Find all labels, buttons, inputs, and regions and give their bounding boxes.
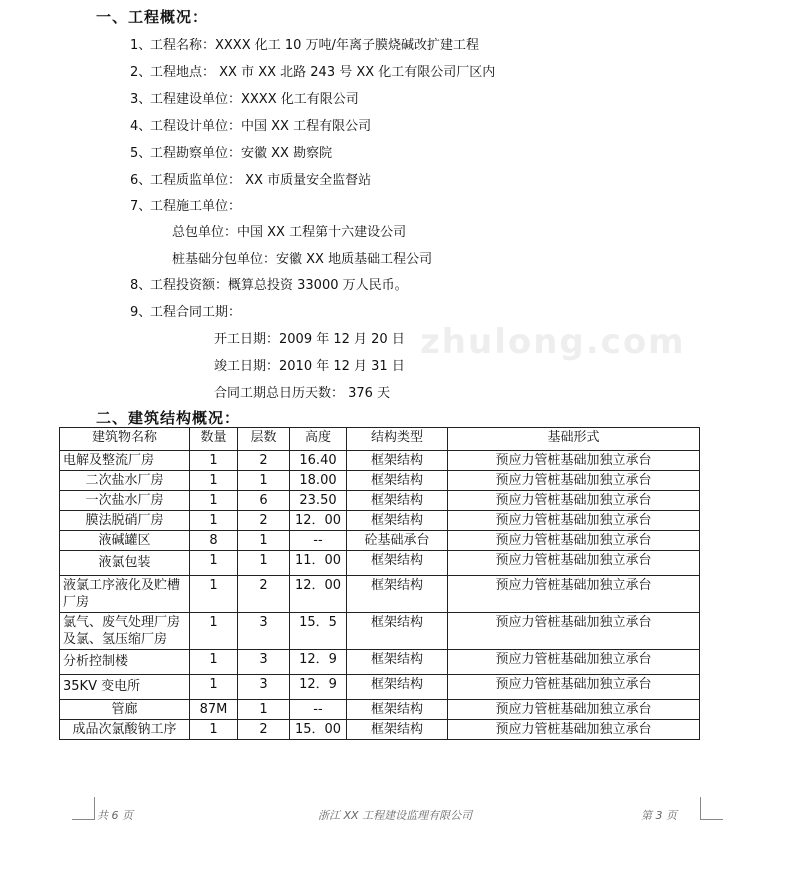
cell-height: 12．9 [290,675,347,700]
item-number: 4、 [130,119,152,134]
cell-height: 12．00 [290,576,347,613]
cell-floors: 1 [238,551,290,576]
cell-name: 管廊 [60,700,190,720]
page-corner-mark-right [700,797,723,820]
item-number: 7、 [130,199,152,214]
cell-height: -- [290,531,347,551]
item-5 [130,142,332,161]
cell-qty: 1 [190,613,238,650]
cell-height: -- [290,700,347,720]
cell-height: 11．00 [290,551,347,576]
cell-foundation: 预应力管桩基础加独立承台 [448,650,700,675]
item-2 [130,61,495,80]
cell-structure: 框架结构 [347,700,448,720]
cell-foundation: 预应力管桩基础加独立承台 [448,531,700,551]
item-number: 9、 [130,305,152,320]
cell-qty: 1 [190,720,238,740]
item-text: 工程勘察单位：安徽 XX 勘察院 [150,146,333,161]
cell-qty: 1 [190,576,238,613]
col-header-foundation: 基础形式 [448,428,700,451]
cell-structure: 框架结构 [347,576,448,613]
contractor-sub: 桩基础分包单位：安徽 XX 地质基础工程公司 [172,252,433,267]
item-number: 5、 [130,146,152,161]
cell-name: 成品次氯酸钠工序 [60,720,190,740]
cell-floors: 3 [238,675,290,700]
footer-page-number: 第 3 页 [641,809,677,822]
watermark: zhulong.com [420,322,686,362]
cell-foundation: 预应力管桩基础加独立承台 [448,511,700,531]
cell-name: 35KV 变电所 [60,675,190,700]
cell-height: 15．5 [290,613,347,650]
table-row [60,720,700,740]
cell-floors: 2 [238,576,290,613]
item-text: 工程施工单位： [150,199,242,214]
cell-foundation: 预应力管桩基础加独立承台 [448,720,700,740]
cell-height: 15．00 [290,720,347,740]
cell-name: 液氯包装 [60,551,190,576]
item-1 [130,34,479,53]
cell-name: 电解及整流厂房 [60,451,190,471]
end-date: 竣工日期：2010 年 12 月 31 日 [214,359,405,374]
cell-floors: 2 [238,451,290,471]
item-text: 工程建设单位：XXXX 化工有限公司 [150,92,359,107]
item-text: 工程投资额：概算总投资 33000 万人民币。 [150,278,408,293]
cell-floors: 2 [238,720,290,740]
building-table [59,427,700,740]
cell-structure: 框架结构 [347,650,448,675]
cell-height: 12．9 [290,650,347,675]
col-header-qty: 数量 [190,428,238,451]
table-row [60,551,700,576]
cell-qty: 1 [190,491,238,511]
cell-qty: 1 [190,675,238,700]
col-header-floors: 层数 [238,428,290,451]
table-row [60,675,700,700]
cell-height: 12．00 [290,511,347,531]
cell-height: 18.00 [290,471,347,491]
item-text: 工程质监单位： XX 市质量安全监督站 [150,173,372,188]
item-number: 2、 [130,65,152,80]
cell-foundation: 预应力管桩基础加独立承台 [448,471,700,491]
start-date: 开工日期：2009 年 12 月 20 日 [214,332,405,347]
table-row [60,511,700,531]
item-number: 3、 [130,92,152,107]
cell-qty: 1 [190,650,238,675]
cell-height: 16.40 [290,451,347,471]
cell-foundation: 预应力管桩基础加独立承台 [448,451,700,471]
item-9 [130,301,241,320]
cell-structure: 框架结构 [347,551,448,576]
item-number: 8、 [130,278,152,293]
table-row [60,613,700,650]
footer-company: 浙江 XX 工程建设监理有限公司 [318,809,473,822]
cell-qty: 87M [190,700,238,720]
cell-foundation: 预应力管桩基础加独立承台 [448,613,700,650]
cell-floors: 6 [238,491,290,511]
total-days: 合同工期总日历天数： 376 天 [214,386,391,401]
col-header-structure: 结构类型 [347,428,448,451]
table-row [60,531,700,551]
cell-name: 氯气、废气处理厂房及氯、氢压缩厂房 [60,613,190,650]
cell-floors: 3 [238,613,290,650]
table-row [60,700,700,720]
cell-qty: 1 [190,551,238,576]
table-row [60,491,700,511]
table-row [60,576,700,613]
cell-floors: 1 [238,471,290,491]
col-header-height: 高度 [290,428,347,451]
table-row [60,650,700,675]
cell-name: 分析控制楼 [60,650,190,675]
item-number: 6、 [130,173,152,188]
cell-structure: 框架结构 [347,451,448,471]
item-3 [130,88,359,107]
cell-foundation: 预应力管桩基础加独立承台 [448,700,700,720]
cell-structure: 框架结构 [347,720,448,740]
cell-name: 一次盐水厂房 [60,491,190,511]
cell-foundation: 预应力管桩基础加独立承台 [448,551,700,576]
cell-floors: 2 [238,511,290,531]
cell-structure: 框架结构 [347,675,448,700]
page-corner-mark-left [72,797,95,820]
cell-name: 二次盐水厂房 [60,471,190,491]
table-header-row [60,428,700,451]
cell-foundation: 预应力管桩基础加独立承台 [448,491,700,511]
cell-structure: 框架结构 [347,471,448,491]
cell-name: 液碱罐区 [60,531,190,551]
cell-name: 膜法脱硝厂房 [60,511,190,531]
section2-title: 二、建筑结构概况： [96,409,241,427]
item-text: 工程设计单位：中国 XX 工程有限公司 [150,119,372,134]
cell-foundation: 预应力管桩基础加独立承台 [448,576,700,613]
cell-structure: 框架结构 [347,613,448,650]
item-text: 工程地点： XX 市 XX 北路 243 号 XX 化工有限公司厂区内 [150,65,496,80]
cell-qty: 1 [190,451,238,471]
cell-qty: 1 [190,511,238,531]
item-text: 工程名称：XXXX 化工 10 万吨/年离子膜烧碱改扩建工程 [150,38,479,53]
item-8 [130,274,408,293]
footer-total-pages: 共 6 页 [97,809,133,822]
cell-structure: 框架结构 [347,511,448,531]
item-number: 1、 [130,38,152,53]
col-header-name: 建筑物名称 [60,428,190,451]
cell-height: 23.50 [290,491,347,511]
item-4 [130,115,371,134]
section1-title: 一、工程概况： [96,8,209,26]
contractor-main: 总包单位：中国 XX 工程第十六建设公司 [172,225,407,240]
table-row [60,451,700,471]
cell-structure: 框架结构 [347,491,448,511]
cell-floors: 1 [238,700,290,720]
cell-qty: 1 [190,471,238,491]
cell-structure: 砼基础承台 [347,531,448,551]
cell-name: 液氯工序液化及贮槽厂房 [60,576,190,613]
item-text: 工程合同工期： [150,305,242,320]
cell-floors: 1 [238,531,290,551]
cell-floors: 3 [238,650,290,675]
item-7 [130,195,241,214]
cell-qty: 8 [190,531,238,551]
item-6 [130,169,371,188]
cell-foundation: 预应力管桩基础加独立承台 [448,675,700,700]
table-row [60,471,700,491]
